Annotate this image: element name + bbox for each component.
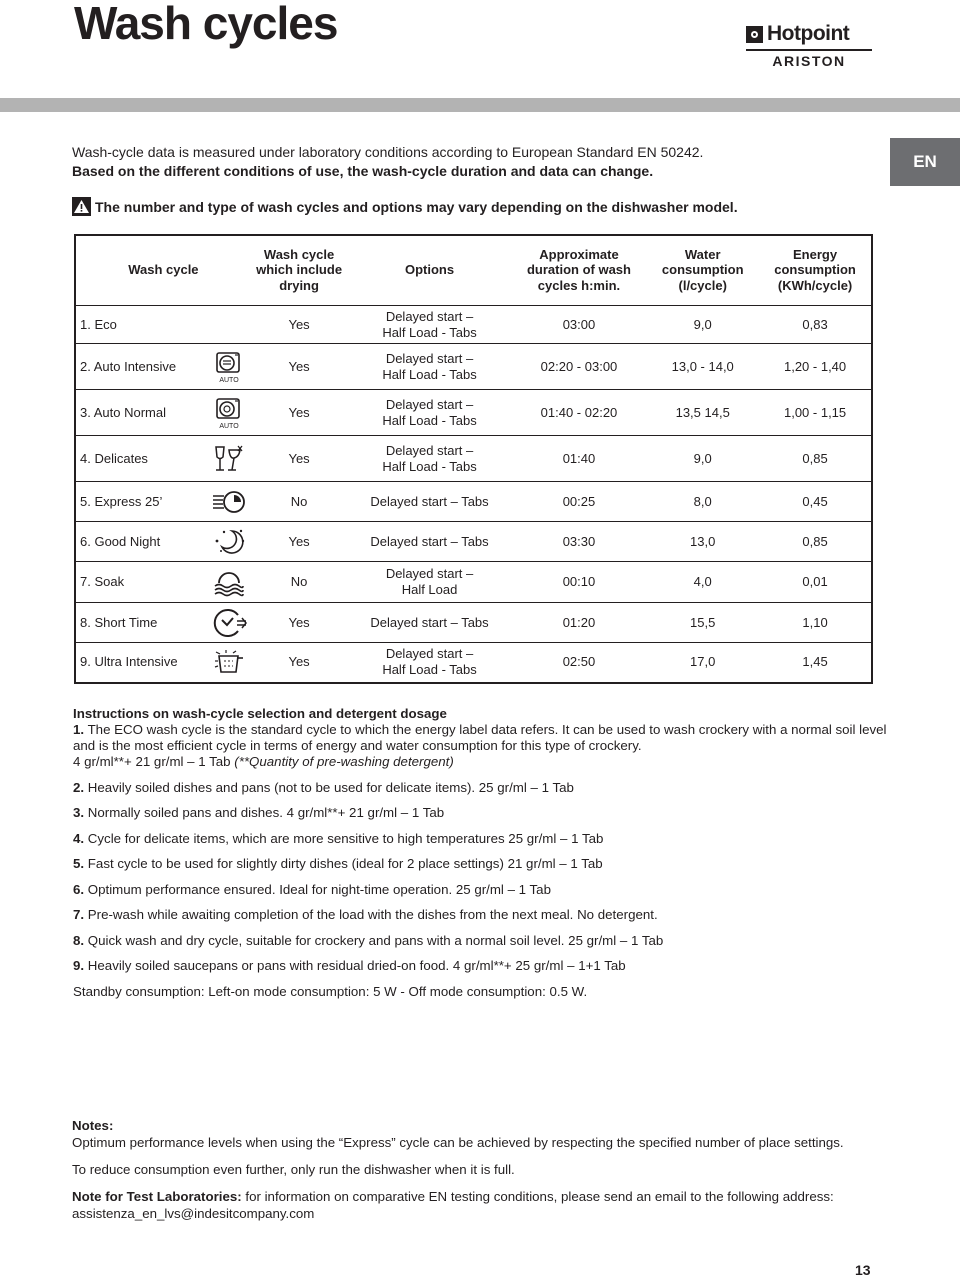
instruction-item bbox=[73, 958, 893, 974]
water-cell: 17,0 bbox=[646, 643, 759, 683]
cycle-name: 7. Soak bbox=[75, 562, 207, 603]
cycle-name: 3. Auto Normal bbox=[75, 390, 207, 436]
instruction-number: 2. bbox=[73, 779, 85, 795]
intro-line-2: Based on the different conditions of use, the wash-cycle duration and data can change. bbox=[72, 163, 654, 179]
notes-line-1: Optimum performance levels when using the “Express” cycle can be achieved by respecting the specified number of place settings. bbox=[72, 1135, 844, 1150]
header-drying: Wash cycle which include drying bbox=[251, 235, 348, 306]
options-line-1: Delayed start – bbox=[385, 566, 474, 581]
options-cell bbox=[347, 306, 511, 344]
options-line-1: Delayed start – bbox=[385, 350, 474, 366]
duration-cell: 03:30 bbox=[512, 522, 647, 562]
instruction-number: 6. bbox=[73, 881, 85, 897]
cycle-name: 9. Ultra Intensive bbox=[75, 643, 207, 683]
energy-cell: 1,45 bbox=[759, 643, 872, 683]
energy-cell: 0,01 bbox=[759, 562, 872, 603]
options-cell bbox=[347, 482, 511, 522]
energy-cell: 0,85 bbox=[759, 436, 872, 482]
drying-cell: No bbox=[251, 482, 348, 522]
instruction-text: Cycle for delicate items, which are more sensitive to high temperatures 25 gr/ml – 1 Tab bbox=[87, 830, 604, 846]
cycle-icon-cell bbox=[207, 344, 251, 390]
warning-icon bbox=[72, 197, 91, 216]
eco-dose: 4 gr/ml**+ 21 gr/ml – 1 Tab bbox=[73, 754, 231, 769]
cycle-icon-cell bbox=[207, 436, 251, 482]
cycle-icon-cell bbox=[207, 390, 251, 436]
ultra-intensive-icon bbox=[212, 648, 246, 676]
options-line-2: Half Load - Tabs bbox=[382, 412, 477, 428]
instruction-text: Optimum performance ensured. Ideal for night-time operation. 25 gr/ml – 1 Tab bbox=[87, 881, 551, 897]
water-cell: 4,0 bbox=[646, 562, 759, 603]
table-row bbox=[75, 522, 872, 562]
test-lab-note bbox=[72, 1188, 892, 1222]
cycle-icon-cell bbox=[207, 562, 251, 603]
table-row bbox=[75, 436, 872, 482]
water-cell: 13,0 - 14,0 bbox=[646, 344, 759, 390]
options-line-1: Delayed start – Tabs bbox=[370, 614, 489, 630]
instruction-text: Heavily soiled dishes and pans (not to be used for delicate items). 25 gr/ml – 1 Tab bbox=[87, 779, 574, 795]
drying-cell: Yes bbox=[251, 390, 348, 436]
energy-cell: 0,85 bbox=[759, 522, 872, 562]
table-row bbox=[75, 643, 872, 683]
instruction-item bbox=[73, 856, 893, 872]
options-line-2: Half Load - Tabs bbox=[382, 458, 477, 474]
instruction-item bbox=[73, 780, 893, 796]
instruction-number: 1. bbox=[73, 722, 85, 737]
options-line-1: Delayed start – Tabs bbox=[370, 493, 489, 509]
brand-logo bbox=[746, 22, 872, 69]
instruction-item bbox=[73, 882, 893, 898]
options-cell bbox=[347, 344, 511, 390]
water-cell: 9,0 bbox=[646, 306, 759, 344]
drying-cell: Yes bbox=[251, 522, 348, 562]
intro-line-1: Wash-cycle data is measured under laboratory conditions according to European Standard EN 50242. bbox=[72, 144, 704, 160]
options-line-1: Delayed start – bbox=[385, 396, 474, 412]
cycle-name: 8. Short Time bbox=[75, 603, 207, 643]
water-cell: 8,0 bbox=[646, 482, 759, 522]
instruction-text: Fast cycle to be used for slightly dirty dishes (ideal for 2 place settings) 21 gr/ml – 1 Tab bbox=[87, 856, 603, 871]
logo-divider bbox=[746, 49, 872, 51]
drying-cell: No bbox=[251, 562, 348, 603]
cycle-icon-cell bbox=[207, 522, 251, 562]
instruction-text: Pre-wash while awaiting completion of the load with the dishes from the next meal. No detergent. bbox=[87, 907, 658, 922]
table-row bbox=[75, 562, 872, 603]
notes-line-2: To reduce consumption even further, only run the dishwasher when it is full. bbox=[72, 1162, 515, 1177]
auto-intensive-icon bbox=[213, 350, 245, 384]
header-wash-cycle: Wash cycle bbox=[75, 235, 251, 306]
options-cell bbox=[347, 643, 511, 683]
options-line-1: Delayed start – Tabs bbox=[370, 533, 489, 549]
cycle-name: 2. Auto Intensive bbox=[75, 344, 207, 390]
instructions-section bbox=[73, 706, 893, 1000]
glasses-icon bbox=[213, 443, 245, 475]
duration-cell: 01:40 bbox=[512, 436, 647, 482]
header-energy: Energy consumption (KWh/cycle) bbox=[759, 235, 872, 306]
instruction-item bbox=[73, 805, 893, 821]
instruction-item bbox=[73, 933, 893, 949]
energy-cell: 1,20 - 1,40 bbox=[759, 344, 872, 390]
table-row bbox=[75, 390, 872, 436]
instruction-eco bbox=[73, 722, 893, 754]
options-line-1: Delayed start – bbox=[385, 646, 474, 662]
test-lab-label: Note for Test Laboratories: bbox=[72, 1189, 242, 1204]
duration-cell: 00:25 bbox=[512, 482, 647, 522]
header-options: Options bbox=[347, 235, 511, 306]
wash-cycle-table bbox=[74, 234, 873, 684]
energy-cell: 0,83 bbox=[759, 306, 872, 344]
options-cell bbox=[347, 390, 511, 436]
cycle-name: 6. Good Night bbox=[75, 522, 207, 562]
brand-subname: ARISTON bbox=[772, 53, 846, 69]
notes-heading: Notes: bbox=[72, 1118, 114, 1133]
page-title: Wash cycles bbox=[74, 0, 338, 49]
options-cell bbox=[347, 603, 511, 643]
auto-normal-icon bbox=[213, 396, 245, 430]
instruction-number: 8. bbox=[73, 932, 85, 948]
options-cell bbox=[347, 436, 511, 482]
table-row bbox=[75, 306, 872, 344]
header-band bbox=[0, 98, 960, 112]
water-cell: 15,5 bbox=[646, 603, 759, 643]
instruction-number: 9. bbox=[73, 958, 85, 973]
options-line-2: Half Load - Tabs bbox=[382, 366, 477, 382]
energy-cell: 1,10 bbox=[759, 603, 872, 643]
water-cell: 9,0 bbox=[646, 436, 759, 482]
eco-dose-note: (**Quantity of pre-washing detergent) bbox=[234, 754, 454, 769]
instruction-text: Normally soiled pans and dishes. 4 gr/ml**+ 21 gr/ml – 1 Tab bbox=[87, 805, 445, 820]
options-cell bbox=[347, 522, 511, 562]
options-cell bbox=[347, 562, 511, 603]
moon-icon bbox=[212, 527, 246, 557]
auto-label: AUTO bbox=[219, 422, 239, 430]
water-cell: 13,5 14,5 bbox=[646, 390, 759, 436]
instruction-text: Heavily soiled saucepans or pans with residual dried-on food. 4 gr/ml**+ 25 gr/ml – 1+1 Tab bbox=[87, 958, 626, 973]
warning-note bbox=[72, 197, 738, 216]
cycle-icon-cell bbox=[207, 603, 251, 643]
options-line-2: Half Load bbox=[401, 582, 458, 597]
page-number: 13 bbox=[855, 1262, 871, 1278]
options-line-1: Delayed start – bbox=[385, 308, 474, 324]
drying-cell: Yes bbox=[251, 603, 348, 643]
table-row bbox=[75, 344, 872, 390]
cycle-name: 4. Delicates bbox=[75, 436, 207, 482]
test-lab-text: for information on comparative EN testing conditions, please send an email to the following address: assistenza_en_lvs@indesitcompany.com bbox=[72, 1189, 834, 1221]
instruction-item bbox=[73, 907, 893, 923]
instruction-eco-dose bbox=[73, 754, 893, 770]
instruction-text: Quick wash and dry cycle, suitable for crockery and pans with a normal soil level. 25 gr/ml – 1 Tab bbox=[87, 932, 664, 948]
header-duration: Approximate duration of wash cycles h:min. bbox=[512, 235, 647, 306]
soak-icon bbox=[213, 567, 245, 597]
header-water: Water consumption (l/cycle) bbox=[646, 235, 759, 306]
logo-mark-icon bbox=[746, 26, 763, 43]
warning-text: The number and type of wash cycles and options may vary depending on the dishwasher model. bbox=[95, 198, 738, 215]
intro-text bbox=[72, 143, 703, 181]
duration-cell: 02:50 bbox=[512, 643, 647, 683]
duration-cell: 01:20 bbox=[512, 603, 647, 643]
instruction-number: 7. bbox=[73, 907, 85, 922]
express-icon bbox=[212, 489, 246, 515]
table-header-row bbox=[75, 235, 872, 306]
standby-consumption: Standby consumption: Left-on mode consumption: 5 W - Off mode consumption: 0.5 W. bbox=[73, 983, 588, 999]
cycle-icon-cell bbox=[207, 643, 251, 683]
table-row bbox=[75, 603, 872, 643]
instruction-number: 3. bbox=[73, 805, 85, 820]
water-cell: 13,0 bbox=[646, 522, 759, 562]
language-tab: EN bbox=[890, 138, 960, 186]
cycle-name: 5. Express 25’ bbox=[75, 482, 207, 522]
instructions-heading: Instructions on wash-cycle selection and detergent dosage bbox=[73, 706, 447, 721]
auto-label: AUTO bbox=[219, 376, 239, 384]
cycle-icon-cell bbox=[207, 306, 251, 344]
duration-cell: 01:40 - 02:20 bbox=[512, 390, 647, 436]
options-line-1: Delayed start – bbox=[385, 442, 474, 458]
cycle-icon-cell bbox=[207, 482, 251, 522]
options-line-2: Half Load - Tabs bbox=[382, 324, 477, 340]
duration-cell: 03:00 bbox=[512, 306, 647, 344]
short-time-icon bbox=[210, 607, 248, 639]
drying-cell: Yes bbox=[251, 306, 348, 344]
instruction-number: 5. bbox=[73, 856, 85, 871]
drying-cell: Yes bbox=[251, 436, 348, 482]
drying-cell: Yes bbox=[251, 643, 348, 683]
notes-section bbox=[72, 1117, 892, 1222]
drying-cell: Yes bbox=[251, 344, 348, 390]
energy-cell: 1,00 - 1,15 bbox=[759, 390, 872, 436]
duration-cell: 02:20 - 03:00 bbox=[512, 344, 647, 390]
cycle-name: 1. Eco bbox=[75, 306, 207, 344]
instruction-item bbox=[73, 831, 893, 847]
brand-name: Hotpoint bbox=[767, 22, 850, 45]
energy-cell: 0,45 bbox=[759, 482, 872, 522]
instruction-number: 4. bbox=[73, 830, 85, 846]
table-row bbox=[75, 482, 872, 522]
instruction-text: The ECO wash cycle is the standard cycle to which the energy label data refers. It can be used to wash crockery with a normal soil level and is the most efficient cycle in terms of energy and water consumption for this type of crockery. bbox=[73, 722, 887, 753]
duration-cell: 00:10 bbox=[512, 562, 647, 603]
options-line-2: Half Load - Tabs bbox=[382, 662, 477, 678]
